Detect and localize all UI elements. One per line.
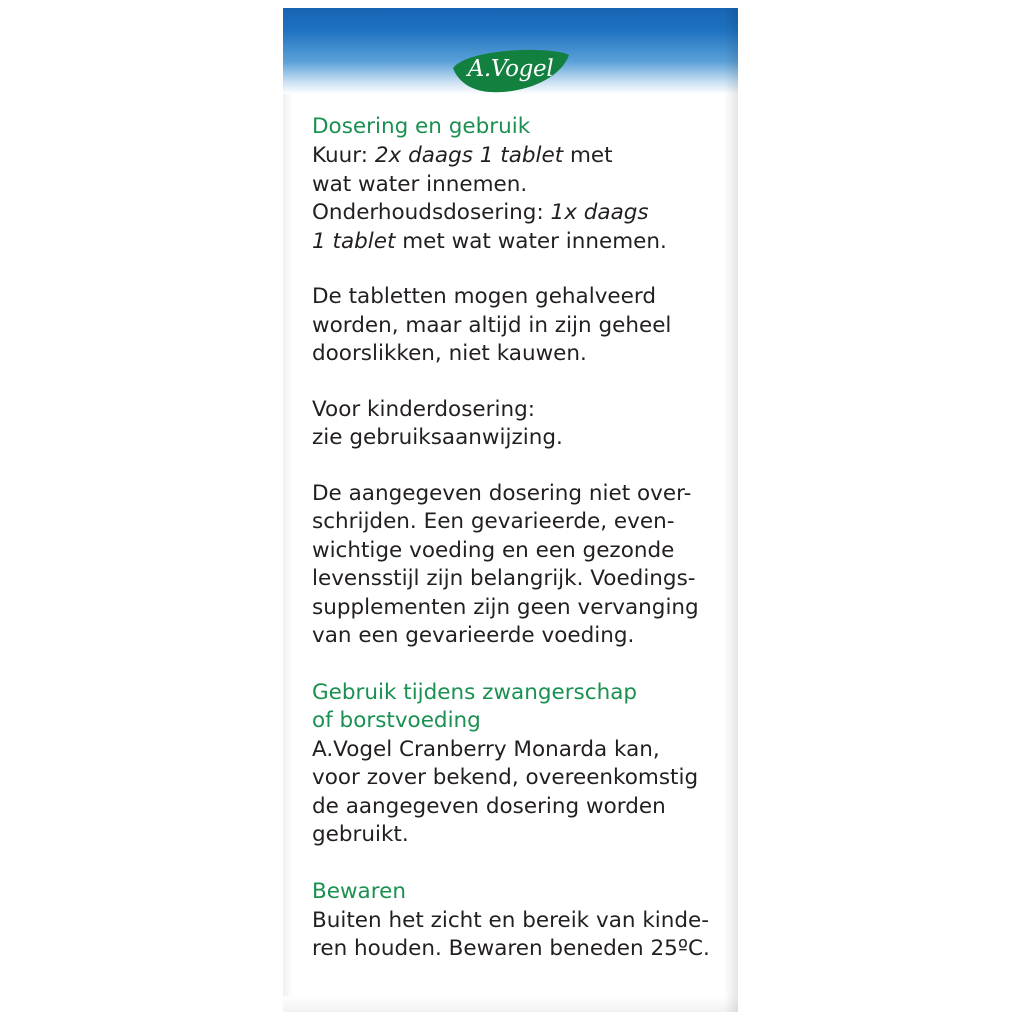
text-line: De aangegeven dosering niet over- [312, 480, 692, 506]
text-line: supplementen zijn geen vervanging [312, 594, 699, 620]
spacer [312, 453, 712, 480]
text-line: zie gebruiksaanwijzing. [312, 425, 563, 450]
text-line: wat water innemen. [312, 171, 528, 197]
text-line: gebruikt. [312, 822, 409, 847]
text-line: Voor kinderdosering: [312, 396, 535, 422]
paragraph-halveren [312, 283, 712, 369]
section-zwangerschap [312, 679, 712, 850]
text-line: worden, maar altijd in zijn geheel [312, 312, 672, 338]
section-dosering [312, 113, 712, 651]
spacer [312, 256, 712, 283]
label-text-content [312, 113, 712, 964]
text-line: doorslikken, niet kauwen. [312, 341, 587, 366]
section-bewaren [312, 878, 712, 964]
avogel-logo [448, 46, 574, 94]
package-panel [283, 8, 738, 1012]
section-heading-dosering: Dosering en gebruik [312, 114, 531, 139]
spacer [312, 369, 712, 396]
section-heading-bewaren: Bewaren [312, 878, 406, 904]
package-bottom-edge [283, 996, 738, 1012]
paragraph-kuur [312, 142, 712, 256]
spacer [312, 651, 712, 679]
paragraph-bewaren [312, 907, 712, 964]
text-line: van een gevarieerde voeding. [312, 623, 635, 648]
text-line: Onderhoudsdosering: 1x daags [312, 200, 649, 225]
text-line: ren houden. Bewaren beneden 25ºC. [312, 936, 710, 961]
text-line: schrijden. Een gevarieerde, even- [312, 509, 675, 534]
text-line: voor zover bekend, overeenkomstig [312, 765, 699, 790]
text-line: de aangegeven dosering worden [312, 793, 666, 819]
text-line: 1 tablet met wat water innemen. [312, 228, 667, 254]
paragraph-zwangerschap [312, 736, 712, 850]
text-line: wichtige voeding en een gezonde [312, 537, 675, 563]
logo-wordmark: A.Vogel [467, 56, 554, 82]
paragraph-kinderdosering [312, 396, 712, 453]
paragraph-waarschuwing [312, 480, 712, 651]
section-heading-zwangerschap: Gebruik tijdens zwangerschap of borstvoeding [312, 679, 638, 733]
text-line: levensstijl zijn belangrijk. Voedings- [312, 566, 696, 591]
spacer [312, 850, 712, 878]
text-line: A.Vogel Cranberry Monarda kan, [312, 736, 660, 762]
text-line: Buiten het zicht en bereik van kinde- [312, 907, 710, 933]
text-line: Kuur: 2x daags 1 tablet met [312, 143, 613, 168]
text-line: De tabletten mogen gehalveerd [312, 284, 656, 309]
